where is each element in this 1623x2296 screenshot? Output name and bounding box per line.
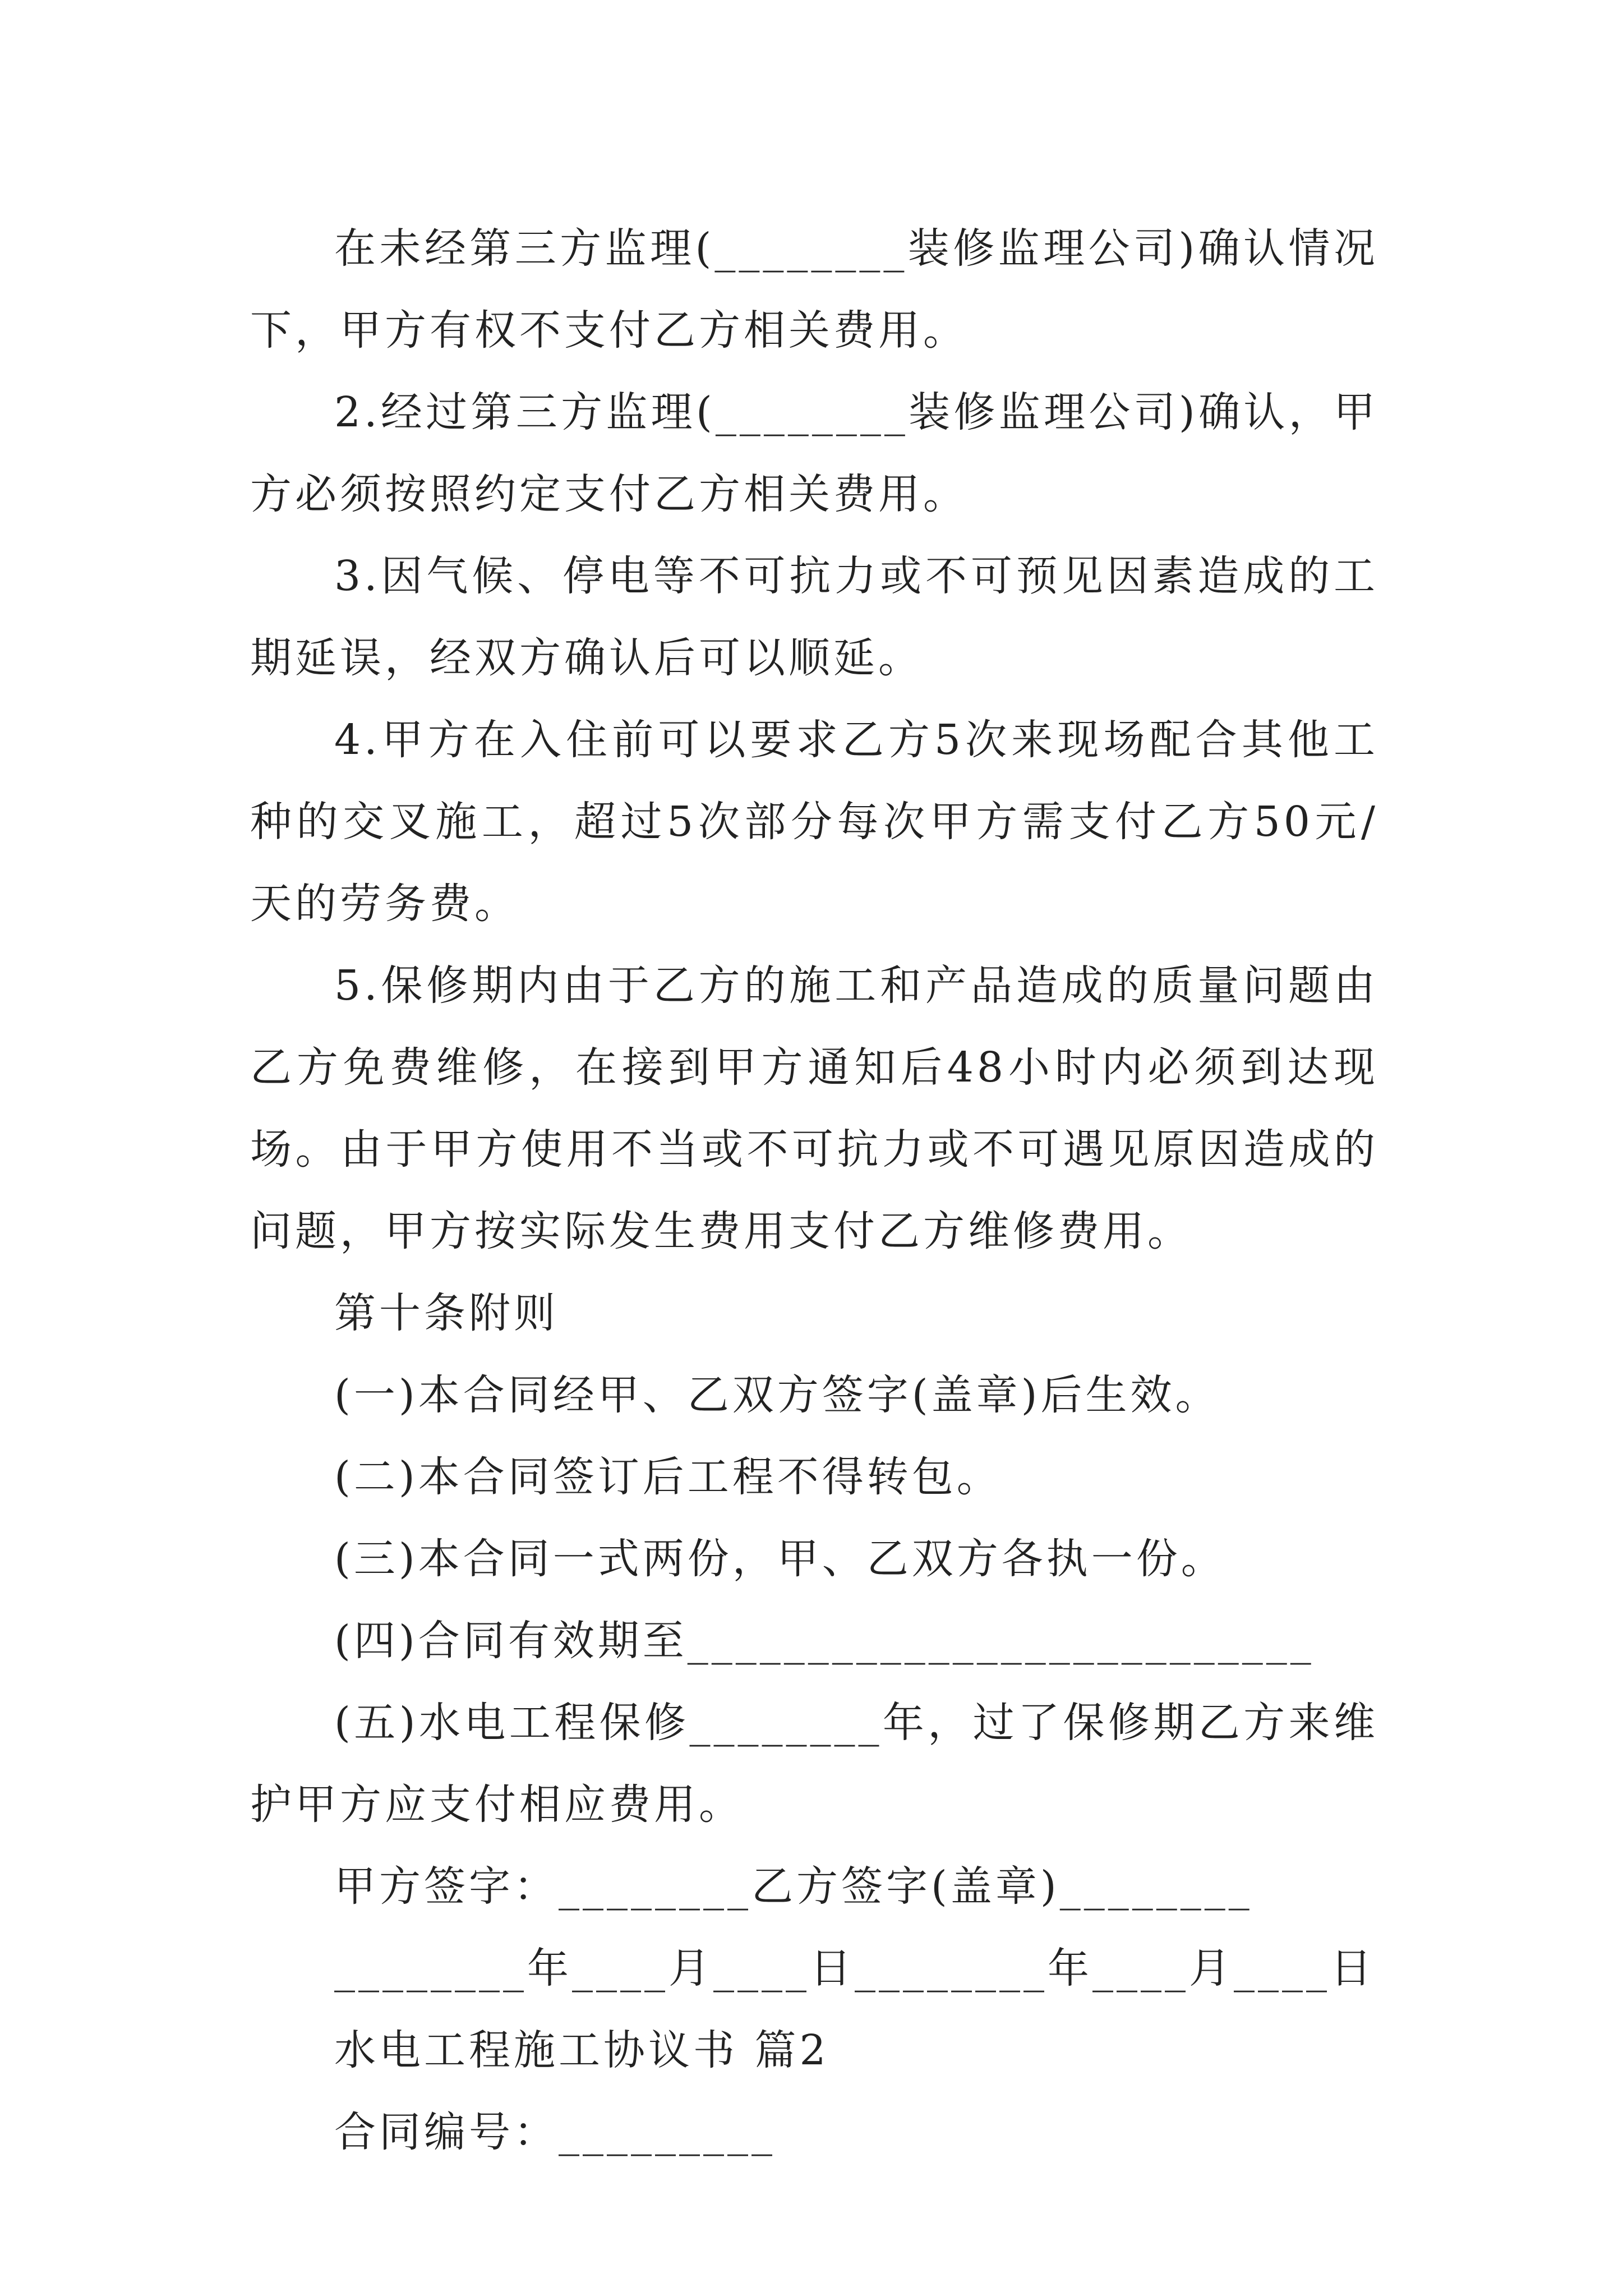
paragraph-item-2: (二)本合同签订后工程不得转包。	[334, 1453, 1002, 1501]
paragraph-item-1: (一)本合同经甲、乙双方签字(盖章)后生效。	[334, 1371, 1220, 1419]
date-line: ________年____月____日________年____月____日	[334, 1944, 1375, 1993]
document-body	[250, 208, 1378, 2173]
paragraph-item-5: (五)水电工程保修________年，过了保修期乙方来维护甲方应支付相应费用。	[250, 1699, 1378, 1829]
section-title-part-2: 水电工程施工协议书 篇2	[334, 2026, 829, 2074]
paragraph-clause-4: 4.甲方在入住前可以要求乙方5次来现场配合其他工种的交叉施工，超过5次部分每次甲方需支付乙方50元/天的劳务费。	[250, 716, 1378, 928]
paragraph-clause-2: 2.经过第三方监理(________装修监理公司)确认，甲方必须按照约定支付乙方相关费用。	[250, 388, 1378, 518]
signature-line: 甲方签字：________乙方签字(盖章)________	[334, 1862, 1253, 1911]
paragraph-clause-5: 5.保修期内由于乙方的施工和产品造成的质量问题由乙方免费维修，在接到甲方通知后48小时内必须到达现场。由于甲方使用不当或不可抗力或不可遇见原因造成的问题，甲方按实际发生费用支付乙方维修费用。	[250, 961, 1378, 1255]
paragraph-clause-3: 3.因气候、停电等不可抗力或不可预见因素造成的工期延误，经双方确认后可以顺延。	[250, 552, 1378, 682]
paragraph-supervision-unconfirmed: 在未经第三方监理(________装修监理公司)确认情况下，甲方有权不支付乙方相关费用。	[250, 224, 1378, 355]
contract-number-line: 合同编号：_________	[334, 2108, 776, 2156]
paragraph-item-3: (三)本合同一式两份，甲、乙双方各执一份。	[334, 1535, 1226, 1583]
paragraph-item-4: (四)合同有效期至__________________________	[334, 1617, 1315, 1665]
section-heading-article-10: 第十条附则	[334, 1289, 559, 1337]
